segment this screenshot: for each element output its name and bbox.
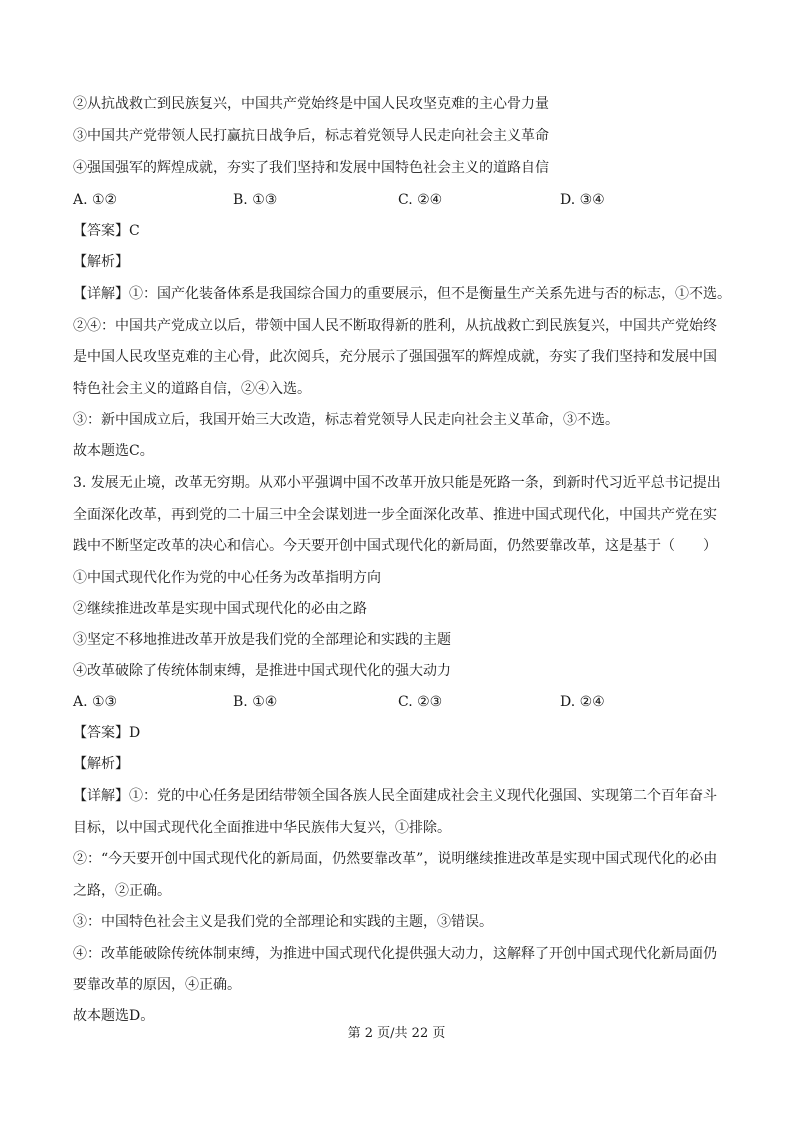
q2-option-a: A. ①② xyxy=(73,192,118,208)
q3-explanation-line: 之路，②正确。 xyxy=(73,883,171,899)
q2-analysis-label: 【解析】 xyxy=(73,254,129,270)
q3-item-4: ④改革破除了传统体制束缚，是推进中国式现代化的强大动力 xyxy=(73,663,451,679)
q3-explanation-line: ②：“今天要开创中国式现代化的新局面，仍然要靠改革”，说明继续推进改革是实现中国式现代化的必由 xyxy=(73,851,718,867)
q2-explanation-line: ②④：中国共产党成立以后，带领中国人民不断取得新的胜利，从抗战救亡到民族复兴，中国共产党始终 xyxy=(73,318,717,334)
q3-analysis-label: 【解析】 xyxy=(73,756,129,772)
q2-conclusion: 故本题选C。 xyxy=(73,443,154,459)
q2-answer: 【答案】C xyxy=(73,223,140,239)
q3-explanation-line: 要靠改革的原因，④正确。 xyxy=(73,977,241,993)
page-number-footer: 第 2 页/共 22 页 xyxy=(347,1026,446,1041)
q3-option-d: D. ②④ xyxy=(560,694,605,710)
q3-explanation-line: 目标，以中国式现代化全面推进中华民族伟大复兴，①排除。 xyxy=(73,820,451,836)
q3-conclusion: 故本题选D。 xyxy=(73,1008,155,1024)
q3-explanation-line: ③：中国特色社会主义是我们党的全部理论和实践的主题，③错误。 xyxy=(73,914,493,930)
q3-item-2: ②继续推进改革是实现中国式现代化的必由之路 xyxy=(73,601,367,617)
q3-item-1: ①中国式现代化作为党的中心任务为改革指明方向 xyxy=(73,570,381,586)
q2-explanation-line: ③：新中国成立后，我国开始三大改造，标志着党领导人民走向社会主义革命，③不选。 xyxy=(73,412,619,428)
q3-explanation-line: 【详解】①：党的中心任务是团结带领全国各族人民全面建成社会主义现代化强国、实现第二个百年奋斗 xyxy=(73,788,717,804)
q2-item-2: ②从抗战救亡到民族复兴，中国共产党始终是中国人民攻坚克难的主心骨力量 xyxy=(73,96,549,112)
q3-option-b: B. ①④ xyxy=(233,694,278,710)
q2-explanation-line: 特色社会主义的道路自信，②④入选。 xyxy=(73,381,311,397)
q2-item-4: ④强国强军的辉煌成就，夯实了我们坚持和发展中国特色社会主义的道路自信 xyxy=(73,160,549,176)
q2-option-c: C. ②④ xyxy=(398,192,443,208)
q3-stem-line: 全面深化改革，再到党的二十届三中全会谋划进一步全面深化改革、推进中国式现代化，中国共产党在实 xyxy=(73,507,717,523)
q3-option-a: A. ①③ xyxy=(73,694,118,710)
q3-answer: 【答案】D xyxy=(73,725,141,741)
q3-item-3: ③坚定不移地推进改革开放是我们党的全部理论和实践的主题 xyxy=(73,632,451,648)
q2-explanation-line: 是中国人民攻坚克难的主心骨，此次阅兵，充分展示了强国强军的辉煌成就，夯实了我们坚持和发展中国 xyxy=(73,349,717,365)
q3-stem-line: 践中不断坚定改革的决心和信心。今天要开创中国式现代化的新局面，仍然要靠改革，这是基于（ ） xyxy=(73,538,717,554)
q2-item-3: ③中国共产党带领人民打赢抗日战争后，标志着党领导人民走向社会主义革命 xyxy=(73,128,549,144)
q2-explanation-line: 【详解】①：国产化装备体系是我国综合国力的重要展示，但不是衡量生产关系先进与否的标志，①不选。 xyxy=(73,286,731,302)
q3-explanation-line: ④：改革能破除传统体制束缚，为推进中国式现代化提供强大动力，这解释了开创中国式现代化新局面仍 xyxy=(73,946,717,962)
q2-option-b: B. ①③ xyxy=(233,192,278,208)
q3-option-c: C. ②③ xyxy=(398,694,443,710)
q3-stem-line: 3. 发展无止境，改革无穷期。从邓小平强调中国不改革开放只能是死路一条，到新时代习近平总书记提出 xyxy=(73,475,721,491)
q2-option-d: D. ③④ xyxy=(560,192,605,208)
